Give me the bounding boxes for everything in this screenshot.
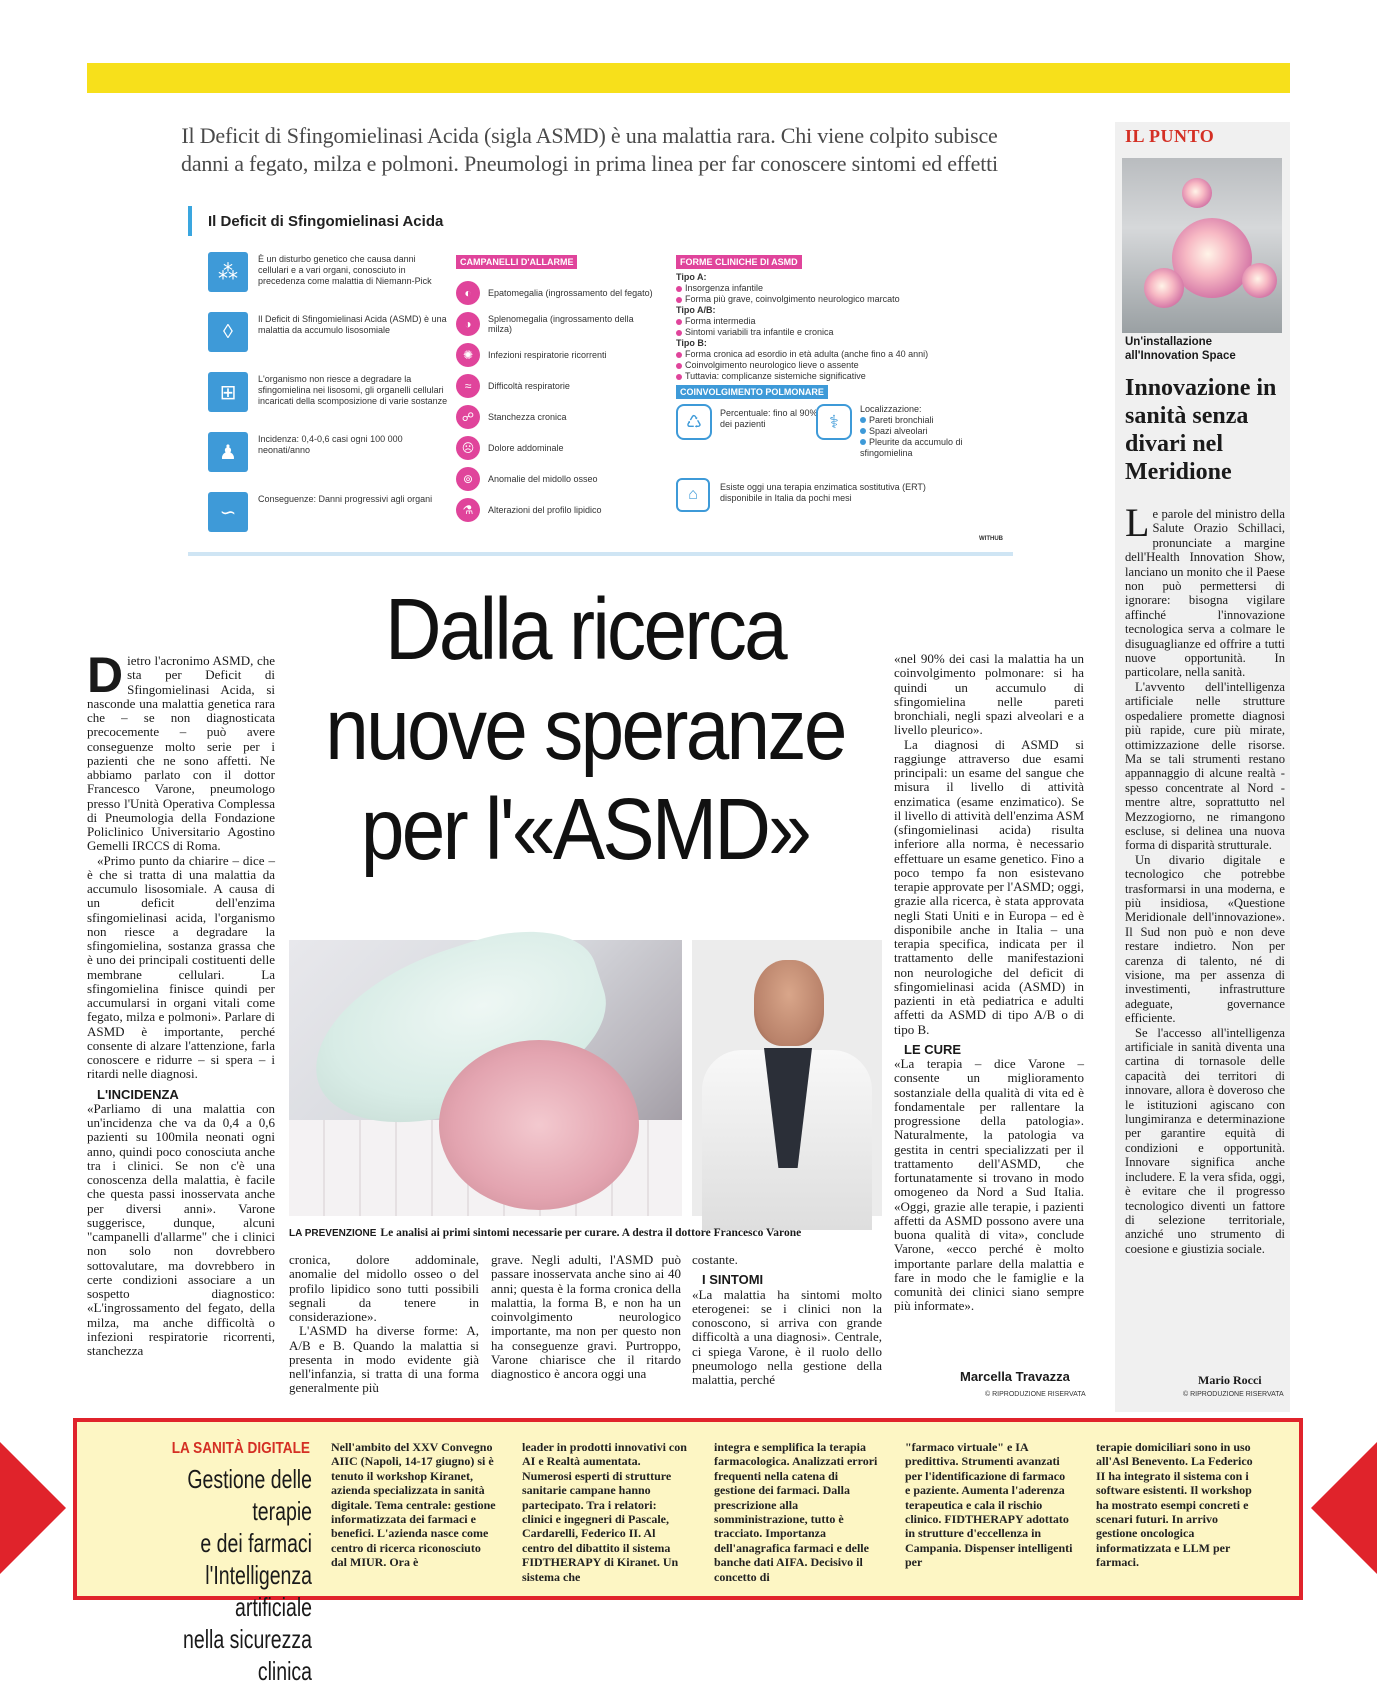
- side-copyright-notice: © RIPRODUZIONE RISERVATA: [1183, 1391, 1284, 1398]
- side-label: IL PUNTO: [1125, 126, 1215, 146]
- side-body: Le parole del ministro della Salute Orazio Schillaci, pronunciate a margine dell'Health Innovation Show, lanciano un monito che il Paese non può permettersi di ignorare: bisogna vigilare affinché l'innovazione tecnologica serva a colmare le disuguaglianze ed offrire a tutti nuove opportunità. In particolare, nella sanità. L'avvento dell'intelligenza artificiale nelle strutture ospedaliere promette diagnosi più rapide, cure più mirate, ottimizzazione delle risorse. Ma se tali strumenti restano appannaggio di alcune realtà - spesso concentrate al Nord - mentre altre, soprattutto nel Mezzogiorno, ne rimangono escluse, si delinea una nuova forma di disparità strutturale. Un divario digitale e tecnologico che potrebbe trasformarsi in una moderna, e più insidiosa, «Questione Meridionale dell'innovazione». Il Sud non può e non deve restare indietro. Non per carenza di talento, né di visione, ma per assenza di investimenti, infrastrutture adeguate, governance efficiente. Se l'accesso all'intelligenza artificiale in sanità diventa una cartina di tornasole delle capacità dei territori di innovare, allora è doveroso che le istituzioni agiscano con lungimiranza e determinazione per garantire equità di condizioni e opportunità. Innovare significa anche includere. E la vera sfida, oggi, è evitare che il progresso tecnologico diventi un fattore di selezione territoriale, anziché uno strumento di coesione e giustizia sociale.: [1125, 500, 1285, 1256]
- side-author: Mario Rocci: [1198, 1373, 1262, 1387]
- drop-icon: ◊: [208, 312, 248, 352]
- article-column-4: costante. I SINTOMI «La malattia ha sintomi molto eterogenei: se i clinici non la conoscono, si arriva con grande difficoltà a una diagnosi». Centrale, ci spiega Varone, è il ruolo dello pneumologo nella gestione della malattia, perché: [692, 1252, 882, 1387]
- article-column-3: grave. Negli adulti, l'ASMD può passare inosservata anche sino ai 40 anni; questa è la forma cronica della malattia, la forma B, e non ha un coinvolgimento neurologico importante, ma non per questo non ha conseguenze gravi. Purtroppo, Varone chiarisce che il ritardo diagnostico è ancora oggi una: [491, 1252, 681, 1381]
- alarm-row: ☹ Dolore addominale: [456, 432, 656, 463]
- alarms-header: CAMPANELLI D'ALLARME: [456, 255, 577, 269]
- subtitle-line: danni a fegato, milza e polmoni. Pneumologi in prima linea per far conoscere sintomi ed effetti: [181, 151, 998, 176]
- page-subtitle: [87, 122, 1092, 178]
- pain-icon: ☹: [456, 436, 480, 460]
- drop-cap: D: [87, 647, 124, 703]
- side-title: Innovazione in sanità senza divari nel Meridione: [1125, 375, 1277, 485]
- alarm-row: ✺ Infezioni respiratorie ricorrenti: [456, 339, 656, 370]
- forms-header: FORME CLINICHE DI ASMD: [676, 255, 802, 269]
- alarm-row: ◐ Epatomegalia (ingrossamento del fegato): [456, 277, 656, 308]
- alarm-row: ⊚ Anomalie del midollo osseo: [456, 463, 656, 494]
- fact-row: ♟ Incidenza: 0,4-0,6 casi ogni 100 000 neonati/anno: [208, 432, 448, 488]
- left-arrow-marker: [0, 1442, 66, 1574]
- box-column-2: leader in prodotti innovativi con AI e Realtà aumentata. Numerosi esperti di strutture sanitarie campane hanno partecipato. Tra i relatori: clinici e ingegneri di Pascale, Cardarelli, Federico II. Al centro del dibattito il sistema FIDTHERAPY di Kiranet. Un sistema che: [522, 1440, 687, 1584]
- box-column-1: Nell'ambito del XXV Convegno AIIC (Napoli, 14-17 giugno) si è tenuto il workshop Kiranet, azienda specializzata in sanità digitale. Tema centrale: gestione informatizzata dei farmaci e benefici. L'azienda nasce come centro di ricerca riconosciuto dal MIUR. Ora è: [331, 1440, 496, 1570]
- infection-icon: ✺: [456, 343, 480, 367]
- stomach-icon: ∽: [208, 492, 248, 532]
- box-column-4: "farmaco virtuale" e IA predittiva. Strumenti avanzati per l'identificazione di farmaco e paziente. Aumenta l'aderenza terapeutica e cala il rischio clinico. FIDTHERAPY adottato in strutture d'eccellenza in Campania. Dispenser intelligenti per: [905, 1440, 1073, 1570]
- fact-row: ∽ Conseguenze: Danni progressivi agli organi: [208, 492, 448, 548]
- fact-row: ⊞ L'organismo non riesce a degradare la sfingomielina nei lisosomi, gli organelli cellulari incaricati della scomposizione di varie sostanze: [208, 372, 448, 428]
- spleen-icon: ◑: [456, 312, 480, 336]
- section-heading: I SINTOMI: [702, 1272, 764, 1288]
- top-color-bar: [87, 63, 1290, 93]
- lungs-icon: ♺: [676, 404, 712, 440]
- article-column-1: Dietro l'acronimo ASMD, che sta per Deficit di Sfingomielinasi Acida, si nasconde una malattia genetica rara che – se non diagnosticata precocemente – può avere conseguenze molto serie per i pazienti che ne sono affetti. Ne abbiamo parlato con il dottor Francesco Varone, pneumologo presso l'Unità Operativa Complessa di Pneumologia della Fondazione Policlinico Universitario Agostino Gemelli IRCCS di Roma. «Primo punto da chiarire – dice – è che si tratta di una malattia da accumulo lisosomiale. A causa di un deficit dell'enzima sfingomielinasi acida, l'organismo non riesce a degradare la sfingomielina, sostanza grassa che è uno dei principali costituenti delle membrane cellulari. La sfingomielina finisce quindi per accumularsi in organi vitali come fegato, milza e polmoni». Parlare di ASMD è importante, perché consente di alzare l'attenzione, farla conoscere e ridurre – si spera – i ritardi nelle diagnosi. L'INCIDENZA «Parliamo di una malattia con un'incidenza che va da 0,4 a 0,6 pazienti su 100mila neonati ogni anno, quindi poco conosciuta anche tra i clinici. Se non c'è una conoscenza della malattia, è facile che questa passi inosservata anche per diversi anni». Varone suggerisce, dunque, alcuni "campanelli d'allarme" che i clinici non solo non dovrebbero sottovalutare, ma dovrebbero in certe condizioni associare a un sospetto diagnostico: «L'ingrossamento del fegato, della milza, ma anche difficoltà o infezioni respiratorie ricorrenti, stanchezza: [87, 647, 275, 1358]
- bronchi-icon: ⚕: [816, 404, 852, 440]
- box-title: Gestione delle terapie e dei farmaci l'Intelligenza artificiale nella sicurezza clinica: [183, 1464, 312, 1686]
- article-byline: Marcella Travazza: [960, 1369, 1070, 1384]
- infographic-credit: WITHUB: [979, 536, 1003, 542]
- right-arrow-marker: [1311, 1442, 1377, 1574]
- infographic-facts: [208, 252, 448, 552]
- cell-icon: ⊞: [208, 372, 248, 412]
- people-icon: ♟: [208, 432, 248, 472]
- breath-icon: ≈: [456, 374, 480, 398]
- dna-icon: ⁂: [208, 252, 248, 292]
- infographic-bottom-rule: [188, 552, 1013, 556]
- infographic-alarms: [456, 252, 656, 525]
- lung-header: COINVOLGIMENTO POLMONARE: [676, 385, 828, 399]
- infographic-forms: FORME CLINICHE DI ASMD Tipo A: Insorgenza infantile Forma più grave, coinvolgimento neurologico marcato Tipo A/B: Forma intermedia Sintomi variabili tra infantile e cronica Tipo B: Forma cronica ad esordio in età adulta (anche fino a 40 anni) Coinvolgimento neurologico lieve o assente Tuttavia: complicanze sistemiche significative COINVOLGIMENTO POLMONARE ♺ Percentuale: fino al 90% dei pazienti ⚕ Localizzazione: Pareti bronchiali Spazi alveolari Pleurite da accumulo di sfingomielina ⌂ Esiste oggi una terapia enzimatica sostitutiva (ERT) disponibile in Italia da pochi mesi: [676, 252, 1006, 518]
- lipid-icon: ⚗: [456, 498, 480, 522]
- article-column-5: «nel 90% dei casi la malattia ha un coinvolgimento polmonare: si ha quindi un accumulo di sfingomielina nelle pareti bronchiali, negli spazi alveolari e a livello pleurico». La diagnosi di ASMD si raggiunge attraverso due esami principali: un esame del sangue che misura il livello di attività enzimatica (esame enzimatico). Se il livello di attività dell'enzima ASM (sfingomielinasi acida) risulta inferiore alla norma, è necessario effettuare un esame genetico. Fino a poco tempo fa non esistevano terapie approvate per l'ASMD; oggi, grazie alla ricerca, è stata approvata negli Stati Uniti e in Europa – ed è disponibile anche in Italia – una terapia specifica, indicata per il trattamento delle manifestazioni non neurologiche del deficit di sfingomielinasi acida (ASMD) in pazienti in età pediatrica e adulti affetti da ASMD di tipo A/B o di tipo B. LE CURE «La terapia – dice Varone – consente un miglioramento sostanziale della qualità di vita ed è fondamentale per rallentare la progressione della patologia». Naturalmente, la patologia va gestita in centri specializzati per il trattamento dell'ASMD, che fortunatamente si trovano in modo omogeneo da Nord a Sud Italia. «Oggi, grazie alle terapie, i pazienti affetti da ASMD possono avere una buona qualità di vita», conclude Varone, «ecco perché è molto importante parlare della malattia e fare in modo che le famiglie e la comunità dei clinici siano sempre più informate».: [894, 651, 1084, 1314]
- ert-availability: ⌂ Esiste oggi una terapia enzimatica sostitutiva (ERT) disponibile in Italia da pochi mesi: [676, 478, 1006, 518]
- alarm-row: ◑ Splenomegalia (ingrossamento della milza): [456, 308, 656, 339]
- alarm-row: ☍ Stanchezza cronica: [456, 401, 656, 432]
- side-photo-caption: Un'installazione all'Innovation Space: [1125, 336, 1236, 362]
- box-column-3: integra e semplifica la terapia farmacologica. Analizzati errori frequenti nella catena di gestione dei farmaci. Dalla prescrizione alla somministrazione, tutto è tracciato. Importanza dell'anagrafica farmaci e delle banche dati AIFA. Decisivo il concetto di: [714, 1440, 878, 1584]
- section-heading: L'INCIDENZA: [97, 1086, 179, 1102]
- subtitle-line: Il Deficit di Sfingomielinasi Acida (sigla ASMD) è una malattia rara. Chi viene colpito subisce: [181, 123, 998, 148]
- fact-row: ◊ Il Deficit di Sfingomielinasi Acida (ASMD) è una malattia da accumulo lisosomiale: [208, 312, 448, 368]
- fact-row: ⁂ È un disturbo genetico che causa danni cellulari e a vari organi, conosciuto in precedenza come malattia di Niemann-Pick: [208, 252, 448, 308]
- alarm-row: ⚗ Alterazioni del profilo lipidico: [456, 494, 656, 525]
- photo-caption: LA PREVENZIONE Le analisi ai primi sintomi necessarie per curare. A destra il dottore Francesco Varone: [289, 1227, 802, 1239]
- box-label: LA SANITÀ DIGITALE: [171, 1440, 310, 1457]
- infographic: [188, 204, 1013, 556]
- lung-involvement: ♺ Percentuale: fino al 90% dei pazienti ⚕ Localizzazione: Pareti bronchiali Spazi alveolari Pleurite da accumulo di sfingomielina: [676, 404, 1006, 474]
- copyright-notice: © RIPRODUZIONE RISERVATA: [985, 1391, 1086, 1398]
- fatigue-icon: ☍: [456, 405, 480, 429]
- article-column-2: cronica, dolore addominale, anomalie del midollo osseo o del profilo lipidico sono tutti possibili segnali da tenere in considerazione». L'ASMD ha diverse forme: A, A/B e B. Quando la malattia si presenta in modo evidente già nell'infanzia, si tratta di una forma generalmente più: [289, 1252, 479, 1396]
- photo-blood-test: [289, 940, 682, 1216]
- bone-icon: ⊚: [456, 467, 480, 491]
- side-drop-cap: L: [1125, 500, 1150, 545]
- infographic-accent-bar: [188, 206, 192, 236]
- alarm-row: ≈ Difficoltà respiratorie: [456, 370, 656, 401]
- box-column-5: terapie domiciliari sono in uso all'Asl Benevento. La Federico II ha integrato il sistema con i software esistenti. Il workshop ha mostrato esempi concreti e scenari futuri. In arrivo gestione oncologica informatizzata e LLM per farmaci.: [1096, 1440, 1253, 1570]
- liver-icon: ◐: [456, 281, 480, 305]
- photo-doctor-varone: [692, 940, 882, 1216]
- side-column-il-punto: [1115, 122, 1290, 1412]
- italy-map-icon: ⌂: [676, 478, 710, 512]
- innovation-space-photo: [1122, 158, 1282, 333]
- headline: Dalla ricerca nuove speranze per l'«ASMD»: [325, 581, 845, 878]
- section-heading: LE CURE: [904, 1041, 962, 1057]
- infographic-title: Il Deficit di Sfingomielinasi Acida: [208, 213, 444, 230]
